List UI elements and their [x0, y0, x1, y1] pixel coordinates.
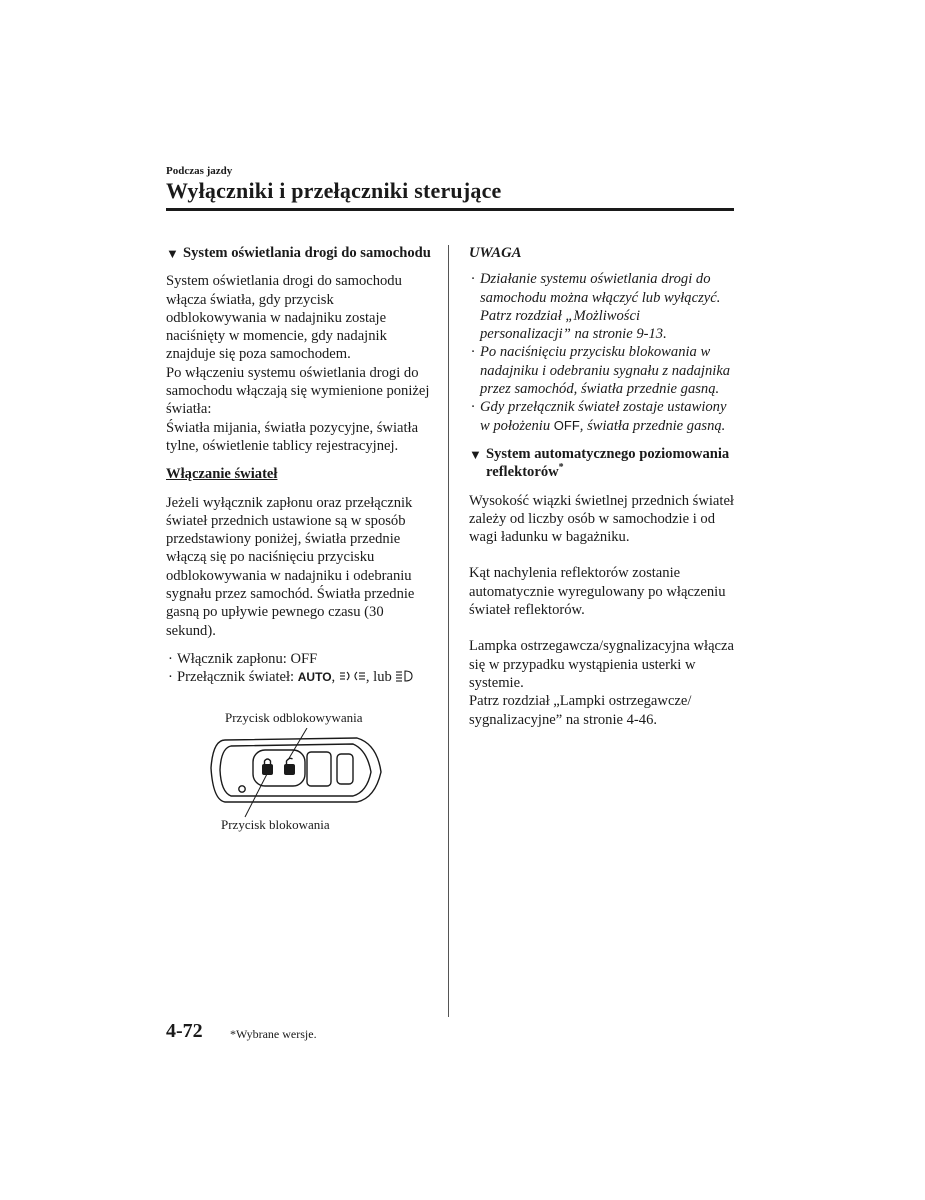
- paragraph: Lampka ostrzegawcza/sygnalizacyjna włącza się w przypadku wystąpienia usterki w systemie.: [469, 638, 734, 691]
- left-column: [166, 244, 434, 687]
- right-column: [469, 244, 734, 729]
- page-number: 4-72: [166, 1020, 203, 1042]
- heading-approach-light: ▼ System oświetlania drogi do samochodu: [166, 244, 434, 262]
- paragraph: System oświetlania drogi do samochodu włącza światła, gdy przycisk odblokowywania w nadajniku zostaje naciśnięty w momencie, gdy nadajnik znajduje się poza samochodem.: [166, 273, 402, 363]
- key-fob-illustration: [205, 728, 385, 824]
- headlight-icon: [395, 670, 413, 682]
- paragraph: Kąt nachylenia reflektorów zostanie automatycznie wyregulowany po włączeniu świateł reflektorów.: [469, 565, 726, 619]
- paragraph: Po włączeniu systemu oświetlania drogi do samochodu włączają się wymienione poniżej światła:: [166, 364, 430, 418]
- note-item: · Po naciśnięciu przycisku blokowania w nadajniku i odebraniu sygnału z nadajnika przez samochód, światła przednie gasną.: [471, 344, 731, 398]
- unlock-button-callout: Przycisk odblokowywania: [225, 710, 363, 725]
- page-title: Wyłączniki i przełączniki sterujące: [166, 178, 502, 203]
- column-divider: [448, 245, 449, 1017]
- triangle-marker-icon: ▼: [469, 446, 482, 462]
- subheading-lights-on: Włączanie świateł: [166, 466, 278, 483]
- position-lights-icon: [339, 670, 366, 682]
- auto-icon: AUTO: [297, 670, 332, 685]
- paragraph: Światła mijania, światła pozycyjne, światła tylne, oświetlenie tablicy rejestracyjnej.: [166, 419, 419, 454]
- lock-button-callout: Przycisk blokowania: [221, 817, 330, 832]
- off-label: OFF: [553, 417, 580, 433]
- note-title: UWAGA: [469, 245, 522, 261]
- note-item: · Działanie systemu oświetlania drogi do samochodu można włączyć lub wyłączyć. Patrz rozdział „Możliwości personalizacji” na stronie 9-13.: [471, 271, 721, 343]
- paragraph: Patrz rozdział „Lampki ostrzegawcze/ sygnalizacyjne” na stronie 4-46.: [469, 693, 692, 728]
- lock-icon: [262, 759, 273, 775]
- list-item: · Włącznik zapłonu: OFF: [168, 650, 318, 667]
- paragraph: Wysokość wiązki świetlnej przednich świateł zależy od liczby osób w samochodzie i od wagi ładunku w bagażniku.: [469, 492, 734, 546]
- triangle-marker-icon: ▼: [166, 246, 179, 261]
- note-item: · Gdy przełącznik świateł zostaje ustawiony w położeniu OFF, światła przednie gasną.: [471, 399, 727, 434]
- title-rule: [166, 208, 734, 211]
- section-label: Podczas jazdy: [166, 165, 233, 177]
- unlock-icon: [284, 758, 295, 775]
- paragraph: Jeżeli wyłącznik zapłonu oraz przełącznik świateł przednich ustawione są w sposób przedstawiony poniżej, światła przednie włączą się po naciśnięciu przycisku odblokowywania w nadajniku i odebraniu sygnału przez samochód. Światła przednie gasną po upływie pewnego czasu (30 sekund).: [166, 494, 415, 639]
- heading-auto-leveling: ▼ System automatycznego poziomowania reflektorów*: [469, 445, 730, 481]
- list-item: · Przełącznik świateł: AUTO, , lub: [166, 668, 434, 686]
- footnote: *Wybrane wersje.: [230, 1027, 317, 1041]
